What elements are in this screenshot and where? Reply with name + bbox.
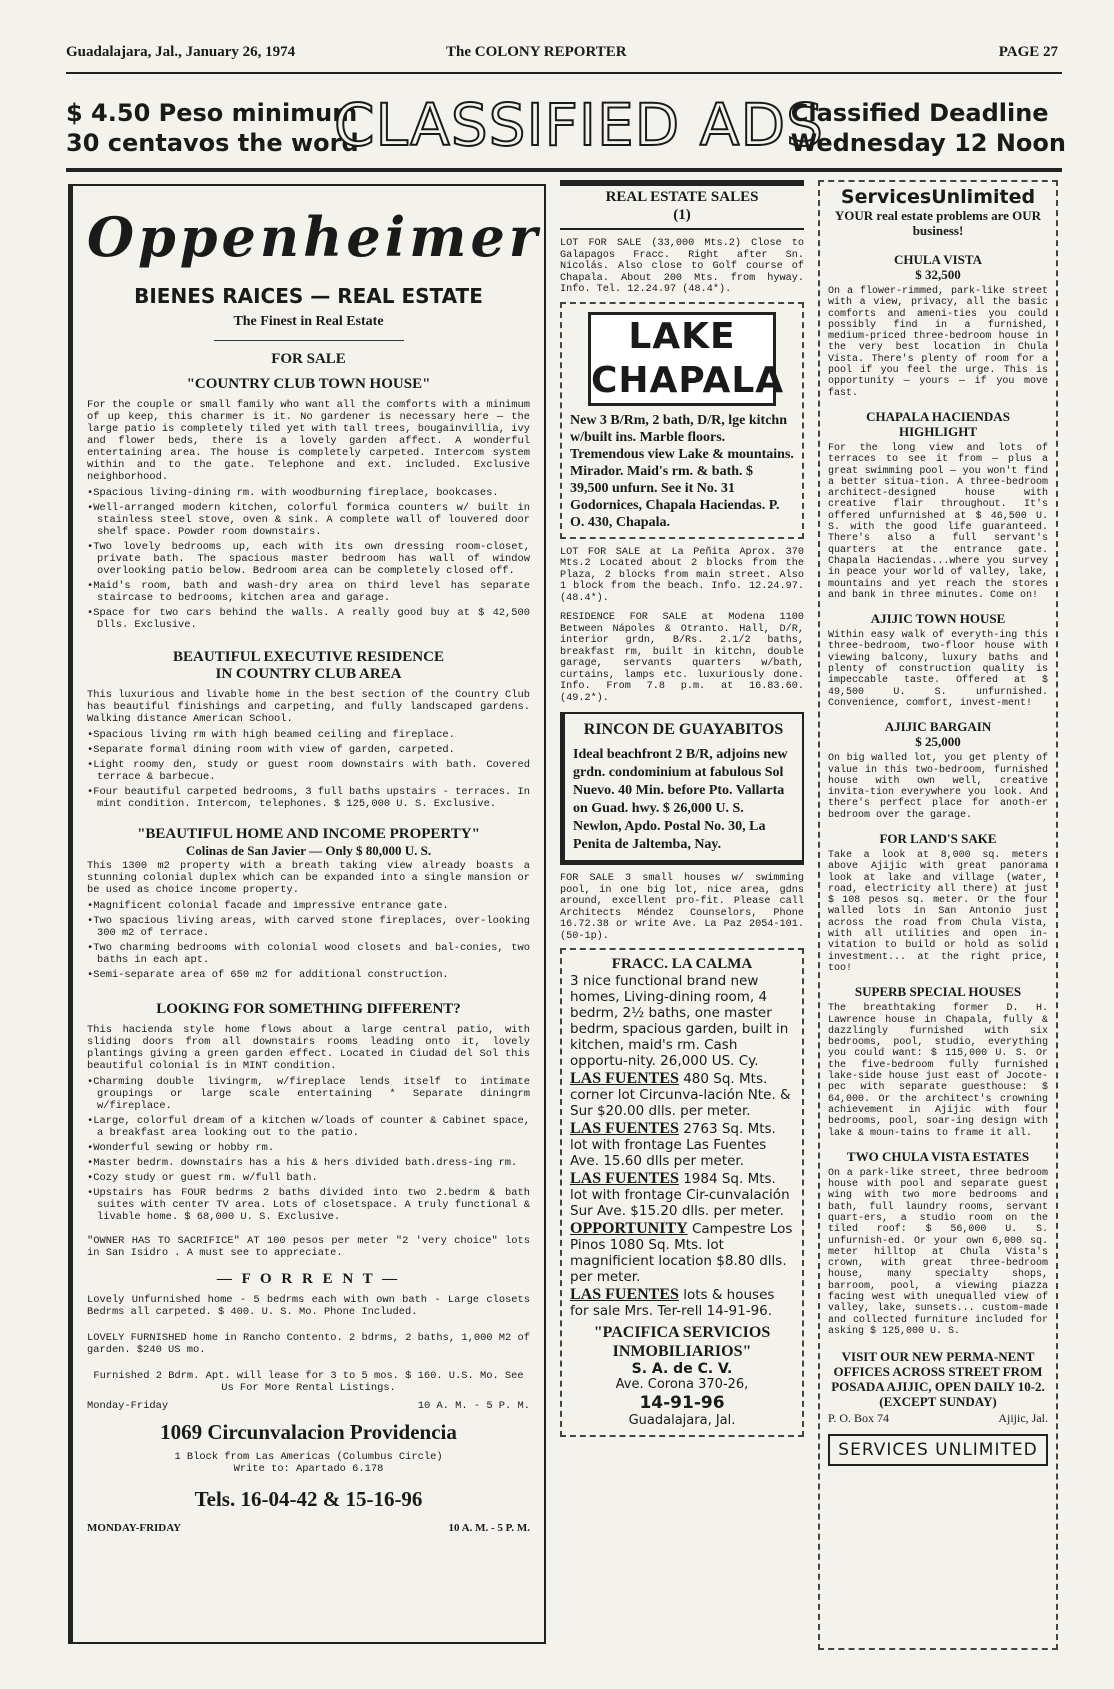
feature-list	[87, 1076, 530, 1223]
listing-head: LAS FUENTES	[570, 1070, 679, 1087]
listing-price: $ 25,000	[915, 734, 961, 750]
listing-body: This 1300 m2 property with a breath taking view already boasts a stunning colonial duplex which can be expanded into a single mansion or be used as choice income property.	[87, 860, 530, 896]
ad-title: LAKE CHAPALA	[588, 312, 776, 406]
running-header	[66, 44, 1058, 68]
listing-item	[570, 1287, 794, 1319]
feature-item: • Four beautiful carpeted bedrooms, 3 full baths upstairs - terraces. In mint condition. Intercom, telephones. $ 125,000 U. S. Exclusive.	[87, 786, 530, 810]
listing-item	[570, 1121, 794, 1169]
for-rent-heading: — F O R R E N T —	[216, 1271, 401, 1287]
section-heading	[560, 180, 804, 230]
rental-listing: Furnished 2 Bdrm. Apt. will lease for 3 to 5 mos. $ 160. U.S. Mo. See Us For More Rental Listings.	[93, 1370, 524, 1394]
agency-name: "PACIFICA SERVICIOS INMOBILIARIOS"	[593, 1324, 771, 1360]
feature-item: • Light roomy den, study or guest room downstairs with bath. Covered terrace & barbecue.	[87, 759, 530, 783]
agency-company: S. A. de C. V.	[631, 1361, 733, 1377]
feature-item: • Master bedrm. downstairs has a his & hers divided bath.dress-ing rm.	[87, 1157, 530, 1169]
office-notice: VISIT OUR NEW PERMA-NENT OFFICES ACROSS STREET FROM POSADA AJIJIC, OPEN DAILY 10-2. (EXCEPT SUNDAY)	[831, 1349, 1045, 1410]
pacifica-ad	[560, 948, 804, 1437]
listing-body: The breathtaking former D. H. Lawrence house in Chapala, fully & dazzlingly furnished with six bedrooms, pool, studio, everything you could want: $ 115,000 U. S. Or the five-bedroom fully furnished lake-side house just east of Jocote-pec with separate guesthouse: $ 64,000. Or the architect's crowning achievement in Ajijic with four bedrooms, pool, soar-ing design with lake & moun-tains to frame it all.	[828, 1003, 1048, 1139]
listing-title: FOR LAND'S SAKE	[879, 830, 997, 846]
listing-body: On big walled lot, you get plenty of value in this two-bedroom, furnished house with own well, creative invita-tion everywhere you look. And there's perfect place for anoth-er bedroom over the garage.	[828, 753, 1048, 821]
feature-item: • Maid's room, bath and wash-dry area on third level has separate staircase to bedrooms, kitchen area and garage.	[87, 580, 530, 604]
listing-title: LOOKING FOR SOMETHING DIFFERENT?	[156, 1001, 461, 1017]
section-title: REAL ESTATE SALES	[605, 189, 759, 205]
banner-deadline	[791, 98, 1066, 158]
agency-logo: SERVICES UNLIMITED	[828, 1434, 1048, 1466]
feature-item: • Two lovely bedrooms up, each with its own dressing room-closet, private bath. The spacious master bedroom has wall of window overlooking patio below. Bedroom area can be completely closed off.	[87, 541, 530, 577]
listing-item	[570, 1221, 794, 1285]
agency-name: Oppenheimer	[87, 205, 542, 269]
banner-rule	[66, 168, 1062, 172]
banner-title: CLASSIFIED ADS	[334, 91, 824, 159]
services-unlimited-ad	[818, 180, 1058, 1650]
rate-minimum: $ 4.50 Peso minimum	[66, 99, 358, 127]
feature-list	[87, 487, 530, 631]
listing-price: $ 32,500	[915, 267, 961, 282]
listing-body: This luxurious and livable home in the best section of the Country Club has beautiful finishings and carpeting, and fully landscaped gardens. Walking distance American School.	[87, 689, 530, 725]
divider	[214, 340, 404, 341]
footer-days: MONDAY-FRIDAY	[87, 1522, 182, 1534]
agency-tagline: The Finest in Real Estate	[233, 314, 384, 329]
classified-listing: FOR SALE 3 small houses w/ swimming pool, in one big lot, nice area, gdns around, excellent pro-fit. Please call Architects Méndez Counselors, Phone 16.72.38 or write Ave. La Paz 2054-101. (50-1p).	[560, 873, 804, 942]
office-days: Monday-Friday	[87, 1400, 169, 1412]
classified-listing: LOT FOR SALE (33,000 Mts.2) Close to Galapagos Fracc. Right after Sn. Nicolás. Also close to Golf course of Chapala. About 200 Mts. from hyway. Info. Tel. 12.24.97 (48.4*).	[560, 238, 804, 295]
listing-text: lots & houses for sale Mrs. Ter-rell 14-91-96.	[570, 1287, 775, 1319]
agency-phone: 14-91-96	[639, 1393, 725, 1413]
listing-head: OPPORTUNITY	[570, 1220, 688, 1237]
feature-item: • Large, colorful dream of a kitchen w/loads of counter & Cabinet space, a breakfast area looking out to the patio.	[87, 1115, 530, 1139]
rental-listing: LOVELY FURNISHED home in Rancho Contento. 2 bdrms, 2 baths, 1,000 M2 of garden. $240 US mo.	[87, 1332, 530, 1356]
listing-body: Take a look at 8,000 sq. meters above Ajijic with great panorama look at lake and village (water, road, electricity all there) at just $ 108 pesos sq. meter. Or the four walled lots in San Antonio just across the road from Chula Vista, with all utilities and open in-vitation to build or hold as solid investment... at the right price, too!	[828, 849, 1048, 974]
feature-item: • Magnificent colonial facade and impressive entrance gate.	[87, 900, 530, 912]
listing-body: On a park-like street, three bedroom house with pool and separate guest wing with two more bedrooms and bath, full laundry rooms, servant quart-ers, a studio room on the tiled roof: $ 56,000 U. S. unfurnish-ed. Or your own 6,000 sq. meter hilltop at Chula Vista's crown, with great three-bedroom house, many specialty shops, barroom, pool, a viewing piazza facing west with unequalled view of valley, lake, sunsets... custom-made and collected furniture included for asking $ 125,000 U. S.	[828, 1167, 1048, 1337]
feature-item: • Charming double livingrm, w/fireplace lends itself to intimate groupings or large scale entertaining * Separate diningrm w/fireplace.	[87, 1076, 530, 1112]
ad-body: New 3 B/Rm, 2 bath, D/R, lge kitchn w/built ins. Marble floors. Tremendous view Lake & mountains. Mirador. Maid's rm. & bath. $ 39,500 unfurn. See it No. 31 Godornices, Chapala Haciendas. P. O. 430, Chapala.	[570, 412, 794, 530]
classified-banner	[66, 91, 1066, 164]
listing-title: CHULA VISTA	[893, 252, 983, 267]
listing-item	[570, 1071, 794, 1119]
feature-item: • Cozy study or guest rm. w/full bath.	[87, 1172, 530, 1184]
classified-listing: RESIDENCE FOR SALE at Modena 1100 Between Nápoles & Otranto. Hall, D/R, interior grdn, B/Rs. 2.1/2 baths, breakfast rm, built in kitchn, double garage, servants quarters w/bath, curtains, lamps etc. luxuriously done. Info. From 7.8 p.m. at 16.83.60. (49.2*).	[560, 612, 804, 704]
ad-body: 3 nice functional brand new homes, Living-dining room, 4 bedrm, 2½ baths, one master bedrm, spacious garden, built in kitchen, maid's rm. Cash opportu-nity. 26,000 US. Cy.	[570, 973, 789, 1069]
office-time: 10 A. M. - 5 P. M.	[417, 1400, 530, 1412]
ad-body: Ideal beachfront 2 B/R, adjoins new grdn. condominium at fabulous Sol Nuevo. 40 Min. before Pto. Vallarta on Guad. hwy. $ 26,000 U. S. Newlon, Apdo. Postal No. 30, La Penita de Jaltemba, Nay.	[573, 747, 788, 852]
listing-head: LAS FUENTES	[570, 1286, 679, 1303]
listing-title: TWO CHULA VISTA ESTATES	[846, 1148, 1030, 1164]
address-landmark: 1 Block from Las Americas (Columbus Circle)	[174, 1451, 443, 1463]
feature-item: • Spacious living rm with high beamed ceiling and fireplace.	[87, 729, 530, 741]
office-town: Ajijic, Jal.	[998, 1411, 1048, 1426]
feature-item: • Spacious living-dining rm. with woodburning fireplace, bookcases.	[87, 487, 530, 499]
agency-subtitle: BIENES RAICES — REAL ESTATE	[134, 284, 483, 308]
listing-title: "BEAUTIFUL HOME AND INCOME PROPERTY"	[137, 826, 480, 842]
oppenheimer-ad	[68, 184, 546, 1644]
listing-text: 2763 Sq. Mts. lot with frontage Las Fuentes Ave. 15.60 dlls per meter.	[570, 1121, 776, 1169]
listing-body: This hacienda style home flows about a large central patio, with sliding doors from all downstairs rooms leading onto it, lovely plantings giving a green garden effect. Located in Ciudad del Sol this beautiful colonial is in MINT condition.	[87, 1024, 530, 1072]
header-date: Guadalajara, Jal., January 26, 1974	[66, 44, 296, 60]
listing-title: AJIJIC BARGAIN	[884, 719, 992, 735]
title-line: IN COUNTRY CLUB AREA	[215, 666, 402, 682]
section-number: (1)	[673, 207, 691, 223]
agency-tagline: YOUR real estate problems are OUR business!	[834, 208, 1042, 238]
office-phones: Tels. 16-04-42 & 15-16-96	[194, 1487, 423, 1511]
ad-title: FRACC. LA CALMA	[611, 956, 753, 972]
classified-listing: LOT FOR SALE at La Peñita Aprox. 370 Mts.2 Located about 2 blocks from the Plaza, 2 blocks from main street. Also 1 block from the beach. Info. 12.24.97. (48.4*).	[560, 546, 804, 604]
feature-item: • Well-arranged modern kitchen, colorful formica counters w/ built in stainless steel stove, oven & sink. A complete wall of louvered door shelf space. Powder room downstairs.	[87, 502, 530, 538]
postal-address: Write to: Apartado 6.178	[233, 1463, 384, 1475]
feature-list	[87, 729, 530, 810]
banner-rates	[66, 98, 359, 158]
feature-item: • Upstairs has FOUR bedrms 2 baths divided into two 2.bedrm & bath suites with center TV area. Lots of closetspace. A truly functional & livable home. $ 68,000 U. S. Exclusive.	[87, 1187, 530, 1223]
real-estate-sales-column	[560, 180, 804, 1650]
header-paper-name: The COLONY REPORTER	[446, 44, 627, 60]
footer-time: 10 A. M. - 5 P. M.	[448, 1522, 530, 1534]
footer-hours	[87, 1522, 530, 1534]
listing-title	[87, 649, 530, 683]
listing-head: LAS FUENTES	[570, 1170, 679, 1187]
feature-item: • Semi-separate area of 650 m2 for additional construction.	[87, 969, 530, 981]
deadline-time: Wednesday 12 Noon	[790, 129, 1066, 157]
agency-name: ServicesUnlimited	[840, 186, 1036, 208]
header-page-number: PAGE 27	[998, 44, 1058, 60]
agency-city: Guadalajara, Jal.	[628, 1413, 736, 1428]
office-address: 1069 Circunvalacion Providencia	[160, 1420, 457, 1444]
ad-title: RINCON DE GUAYABITOS	[583, 721, 784, 738]
listing-title: CHAPALA HACIENDAS HIGHLIGHT	[866, 408, 1010, 439]
rincon-ad	[560, 712, 804, 865]
office-contact	[828, 1411, 1048, 1426]
listing-body: Within easy walk of everyth-ing this three-bedroom, two-floor house with viewing balcony, luxury baths and plenty of construction quality is impeccable taste. Offered at $ 49,500 U. S. unfurnished. Convenience, comfort, invest-ment!	[828, 630, 1048, 709]
title-line: BEAUTIFUL EXECUTIVE RESIDENCE	[173, 649, 444, 665]
listing-body: On a flower-rimmed, park-like street with a view, privacy, all the basic comforts and ameni-ties you could possibly find in a furnished, medium-priced three-bedroom house in the very best location in Chula Vista. There's plenty of room for a pool if you feel the urge. This is opportunity — yours — if you move fast.	[828, 286, 1048, 399]
listing-text: Campestre Los Pinos 1080 Sq. Mts. lot magnificient location $8.80 dlls. per meter.	[570, 1221, 793, 1285]
sacrifice-notice: "OWNER HAS TO SACRIFICE" AT 100 pesos per meter "2 'very choice" lots in San Isidro . A must see to appreciate.	[87, 1235, 530, 1259]
feature-item: • Space for two cars behind the walls. A really good buy at $ 42,500 Dlls. Exclusive.	[87, 607, 530, 631]
feature-item: • Separate formal dining room with view of garden, carpeted.	[87, 744, 530, 756]
listing-item	[570, 1171, 794, 1219]
listing-title: "COUNTRY CLUB TOWN HOUSE"	[186, 376, 431, 392]
deadline-label: Classified Deadline	[790, 99, 1049, 127]
listing-title: SUPERB SPECIAL HOUSES	[854, 984, 1022, 1000]
lake-chapala-ad	[560, 302, 804, 539]
listing-text: 1984 Sq. Mts. lot with frontage Cir-cunvalación Sur Ave. $15.20 dlls. per meter.	[570, 1171, 790, 1219]
feature-list	[87, 900, 530, 981]
for-sale-heading: FOR SALE	[271, 351, 346, 367]
rental-listing: Lovely Unfurnished home - 5 bedrms each with own bath - Large closets Bedrms all carpeted. $ 400. U. S. Mo. Phone Included.	[87, 1294, 530, 1318]
listing-body: For the long view and lots of terraces to see it from — plus a great swimming pool — you won't find a better situa-tion. A three-bedroom architect-designed house with creative flair throughout. It's offered unfurnished at $ 46,500 U. S. with the good life guaranteed. There's also a full servant's quarters at the entrance gate. Chapala Haciendas...where you survey in peace your world of valley, lake, mountains and yet reach the stores and bank in three minutes. Come on!	[828, 442, 1048, 601]
rate-per-word: 30 centavos the word	[66, 129, 359, 157]
feature-item: • Wonderful sewing or hobby rm.	[87, 1142, 530, 1154]
office-hours	[87, 1400, 530, 1412]
feature-item: • Two spacious living areas, with carved stone fireplaces, over-looking 300 m2 of terrace.	[87, 915, 530, 939]
listing-text: 480 Sq. Mts. corner lot Circunva-lación Nte. & Sur $20.00 dlls. per meter.	[570, 1071, 791, 1119]
listing-body: For the couple or small family who want all the comforts with a minimum of up keep, this charmer is it. No gardener is necessary here — the large patio is completely tiled yet with tall trees, bougainvillia, ivy and flower beds, there is a lovely garden affect. A wonderful entertaining area. The house is completely carpeted. Intercom system within and to the gate. Telephone and ext. included. Exclusive neighborhood.	[87, 399, 530, 483]
po-box: P. O. Box 74	[828, 1411, 890, 1426]
header-rule	[66, 72, 1062, 74]
agency-address: Ave. Corona 370-26,	[615, 1377, 749, 1392]
listing-subtitle: Colinas de San Javier — Only $ 80,000 U. S.	[185, 843, 432, 858]
listing-title: AJIJIC TOWN HOUSE	[870, 611, 1006, 627]
listing-head: LAS FUENTES	[570, 1120, 679, 1137]
feature-item: • Two charming bedrooms with colonial wood closets and bal-conies, two baths in each apt.	[87, 942, 530, 966]
